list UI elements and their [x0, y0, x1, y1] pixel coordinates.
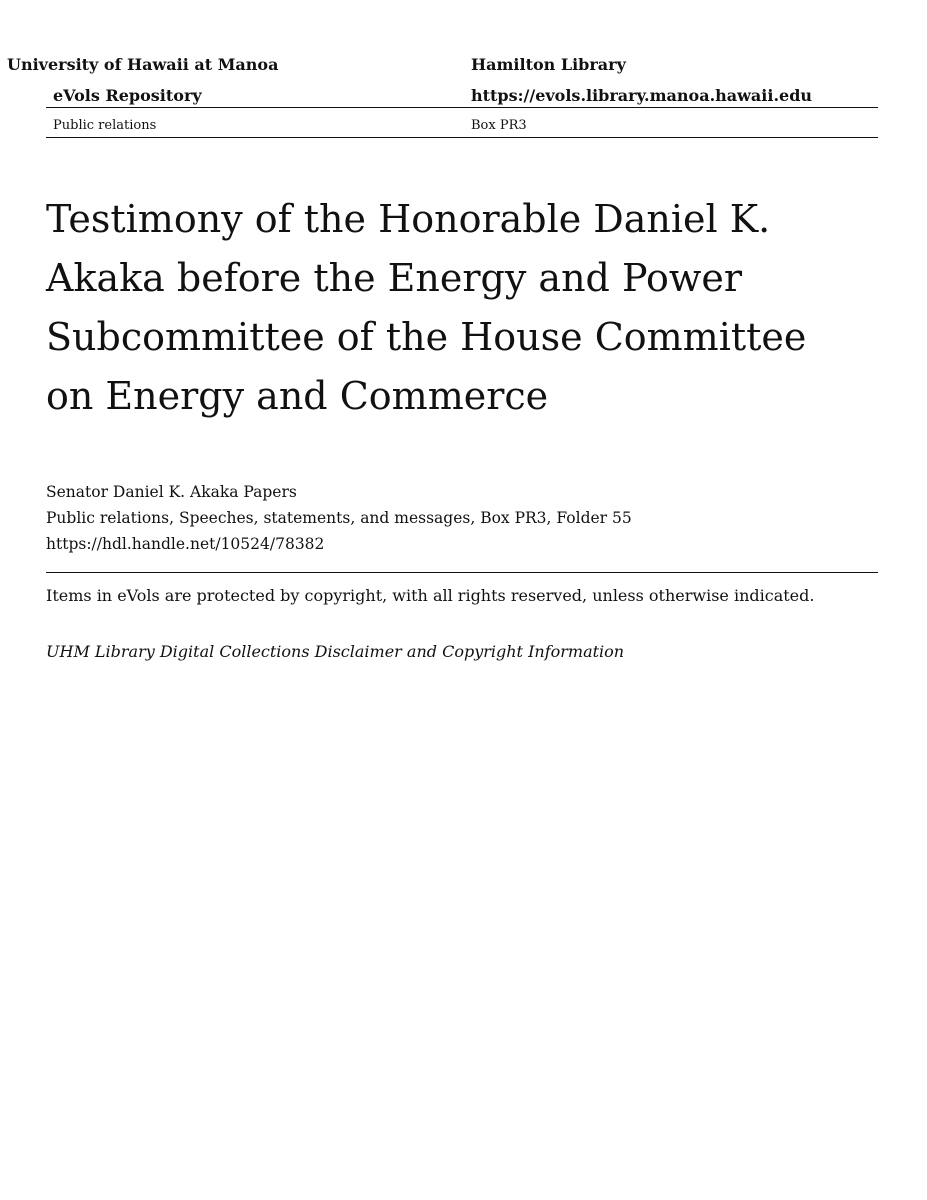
header-rule-top [46, 107, 878, 108]
series-label: Public relations [53, 118, 157, 133]
document-metadata [46, 479, 632, 557]
document-title: Testimony of the Honorable Daniel K. Akaka before the Energy and Power Subcommittee of the House Committee on Energy and Commerce [46, 197, 807, 418]
header-rule-bottom [46, 137, 878, 138]
copyright-notice: Items in eVols are protected by copyright, with all rights reserved, unless otherwise indicated. [46, 586, 815, 605]
folder-location: Public relations, Speeches, statements, and messages, Box PR3, Folder 55 [46, 509, 632, 527]
library-name: Hamilton Library [471, 55, 626, 74]
handle-link[interactable]: https://hdl.handle.net/10524/78382 [46, 535, 325, 553]
collection-name: Senator Daniel K. Akaka Papers [46, 483, 297, 501]
metadata-rule [46, 572, 878, 573]
disclaimer-link[interactable]: UHM Library Digital Collections Disclaimer and Copyright Information [46, 642, 625, 661]
repository-url[interactable]: https://evols.library.manoa.hawaii.edu [471, 86, 813, 105]
repository-name: eVols Repository [53, 86, 202, 105]
box-label: Box PR3 [471, 118, 527, 133]
institution-name: University of Hawaii at Manoa [7, 55, 279, 74]
